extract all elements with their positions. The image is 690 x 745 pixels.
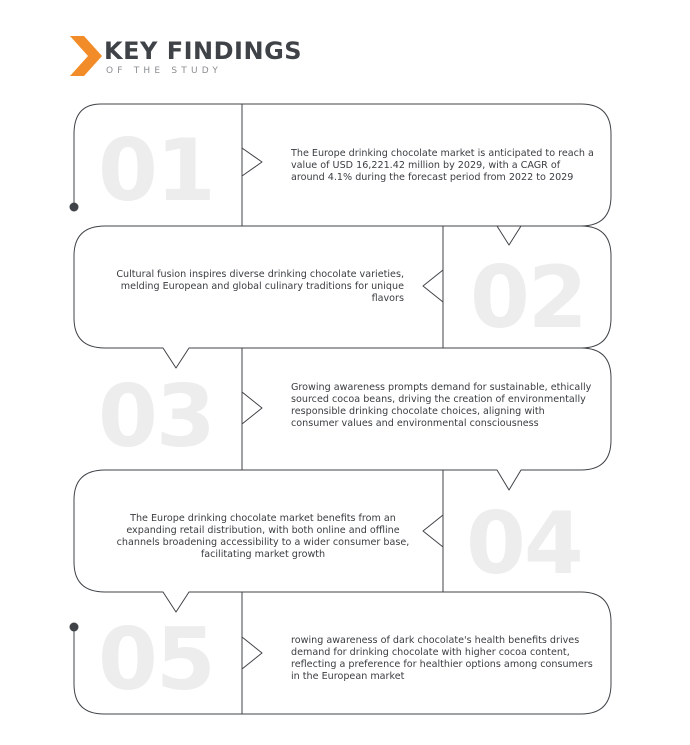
timeline-dot-start	[70, 203, 79, 212]
timeline-dot-end	[70, 623, 79, 632]
finding-01-text: The Europe drinking chocolate market is anticipated to reach a value of USD 16,221.42 million by 2029, with a CAGR of around 4.1% during the forecast period from 2022 to 2029	[291, 148, 594, 183]
finding-03-number: 03	[98, 367, 214, 467]
finding-02-number: 02	[470, 248, 586, 348]
finding-01-number: 01	[98, 121, 214, 221]
bubble-01-leftarc	[74, 104, 101, 207]
finding-03-text: Growing awareness prompts demand for sustainable, ethically sourced cocoa beans, driving the creation of environmentally responsible drinking chocolate choices, aligning with consumer values and environmental consciousness	[291, 382, 592, 429]
finding-04-text: The Europe drinking chocolate market benefits from an expanding retail distribution, with both online and offline channels broadening accessibility to a wider consumer base, facilitating market growth	[116, 513, 410, 560]
page-title: KEY FINDINGS	[104, 37, 303, 65]
finding-04-number: 04	[466, 494, 582, 594]
page-subtitle: OF THE STUDY	[106, 66, 223, 76]
finding-05-text: rowing awareness of dark chocolate's health benefits drives demand for drinking chocolate with higher cocoa content, reflecting a preference for healthier options among consumers in the European market	[291, 635, 593, 682]
finding-02-text: Cultural fusion inspires diverse drinking chocolate varieties, melding European and global culinary traditions for unique flavors	[116, 269, 404, 304]
finding-05-number: 05	[98, 610, 214, 710]
